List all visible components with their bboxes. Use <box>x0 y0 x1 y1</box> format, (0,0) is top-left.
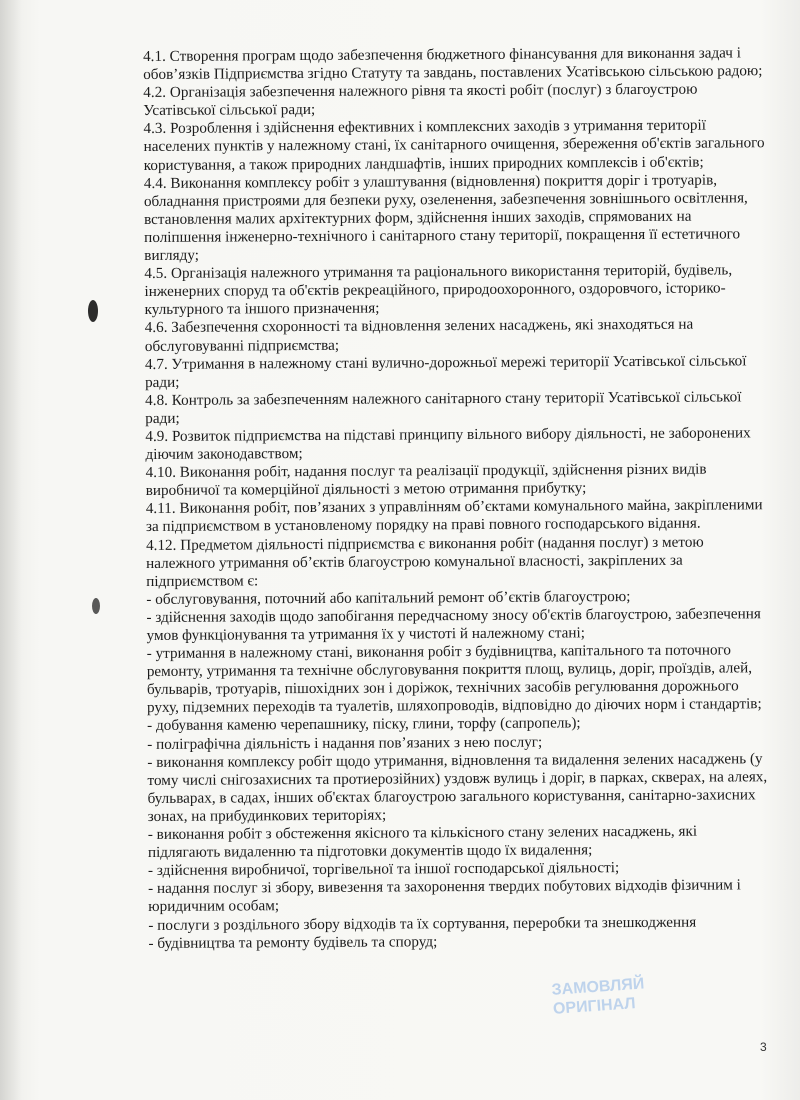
document-paragraph: - добування каменю черепашнику, піску, глини, торфу (сапропель); <box>147 714 581 735</box>
document-paragraph: 4.7. Утримання в належному стані вулично-дорожньої мережі території Усатівської сільської ради; <box>144 351 747 391</box>
document-paragraph: - поліграфічна діяльність і надання пов’язаних з нею послуг; <box>147 733 543 753</box>
document-paragraph: - здійснення заходів щодо запобігання передчасному зносу об'єктів благоустрою, забезпечення умов функціонування та утримання їх у чистоті й належному стані; <box>146 605 761 644</box>
document-paragraph: - обслуговування, поточний або капітальний ремонт об’єктів благоустрою; <box>146 587 631 608</box>
document-paragraph: 4.8. Контроль за забезпеченням належного санітарного стану території Усатівської сільської ради; <box>145 388 742 427</box>
document-paragraph: - послуги з роздільного збору відходів та їх сортування, переробки та знешкодження <box>148 913 697 934</box>
document-paragraph: - виконання робіт з обстеження якісного та кількісного стану зелених насаджень, які підлягають видаленню та підготовки документів щодо їх видалення; <box>147 822 698 862</box>
document-paragraph: - утримання в належному стані, виконання робіт з будівництва, капітального та поточного ремонту, утримання та технічне обслуговування покриття площ, вулиць, доріг, проїздів, алей, бульварів, тротуарів, пішохідних зон і доріжок, технічних засобів регулювання дорожнього руху, підземних переходів та туалетів, шляхопроводів, відповідно до діючих норм і стандартів; <box>146 641 762 717</box>
page-number: 3 <box>760 1040 767 1054</box>
document-body <box>143 44 774 952</box>
document-paragraph: 4.12. Предметом діяльності підприємства є виконання робіт (надання послуг) з метою належного утримання об’єктів благоустрою комунальної власності, закріплених за підприємством є: <box>145 533 704 590</box>
document-paragraph: 4.10. Виконання робіт, надання послуг та реалізації продукції, здійснення різних видів виробничої та комерційної діяльності з метою отримання прибутку; <box>145 460 707 500</box>
document-paragraph: - здійснення виробничої, торгівельної та іншої господарської діяльності; <box>147 859 620 880</box>
document-paragraph: 4.5. Організація належного утримання та раціонального використання територій, будівель, інженерних споруд та об'єктів рекреаційного, природоохоронного, оздоровчого, історико-культурного та іншого призначення; <box>144 261 733 319</box>
scan-edge-shadow <box>0 0 22 1100</box>
document-paragraph: 4.1. Створення програм щодо забезпечення бюджетного фінансування для виконання задач і обов’язків Підприємства згідно Статуту та завдань, поставлених Усатівською сільською радою; <box>143 44 763 84</box>
document-paragraph: - будівництва та ремонту будівель та споруд; <box>148 932 438 952</box>
document-paragraph: - надання послуг зі збору, вивезення та захоронення твердих побутових відходів фізичним і юридичним особам; <box>148 876 741 916</box>
document-paragraph: 4.4. Виконання комплексу робіт з улаштування (відновлення) покриття доріг і тротуарів, обладнання пристроями для безпеки руху, озеленення, забезпечення зовнішнього освітлення, встановлення малих архітектурних форм, здійснення інших заходів, спрямованих на поліпшення інженерно-технічного і санітарного стану території, покращення її естетичного вигляду; <box>143 171 748 265</box>
punch-hole-mark <box>92 598 100 614</box>
document-paragraph: 4.6. Забезпечення схоронності та відновлення зелених насаджень, які знаходяться на обслуговуванні підприємства; <box>144 316 694 355</box>
document-paragraph: 4.9. Розвиток підприємства на підставі принципу вільного вибору діяльності, не заборонених діючим законодавством; <box>145 424 751 464</box>
document-paragraph: 4.11. Виконання робіт, пов’язаних з управлінням об’єктами комунального майна, закріпленими за підприємством в установленому порядку на праві повного господарського відання. <box>145 496 763 536</box>
document-paragraph: 4.2. Організація забезпечення належного рівня та якості робіт (послуг) з благоустрою Усатівської сільської ради; <box>143 80 698 120</box>
document-paragraph: - виконання комплексу робіт щодо утримання, відновлення та видалення зелених насаджень (у тому числі снігозахисних та протиерозійних) уздовж вулиць і доріг, в парках, скверах, на алеях, бульварах, в садах, інших об'єктах благоустрою загального користування, санітарно-захисних зонах, на прибудинкових територіях; <box>147 749 768 825</box>
punch-hole-mark <box>88 300 98 322</box>
document-paragraph: 4.3. Розроблення і здійснення ефективних і комплексних заходів з утримання території населених пунктів у належному стані, їх санітарного очищення, збереження об'єктів загального користування, а також природних ландшафтів, інших природних комплексів і об'єктів; <box>143 116 765 174</box>
watermark-stamp: ЗАМОВЛЯЙ ОРИГІНАЛ <box>551 975 645 1018</box>
